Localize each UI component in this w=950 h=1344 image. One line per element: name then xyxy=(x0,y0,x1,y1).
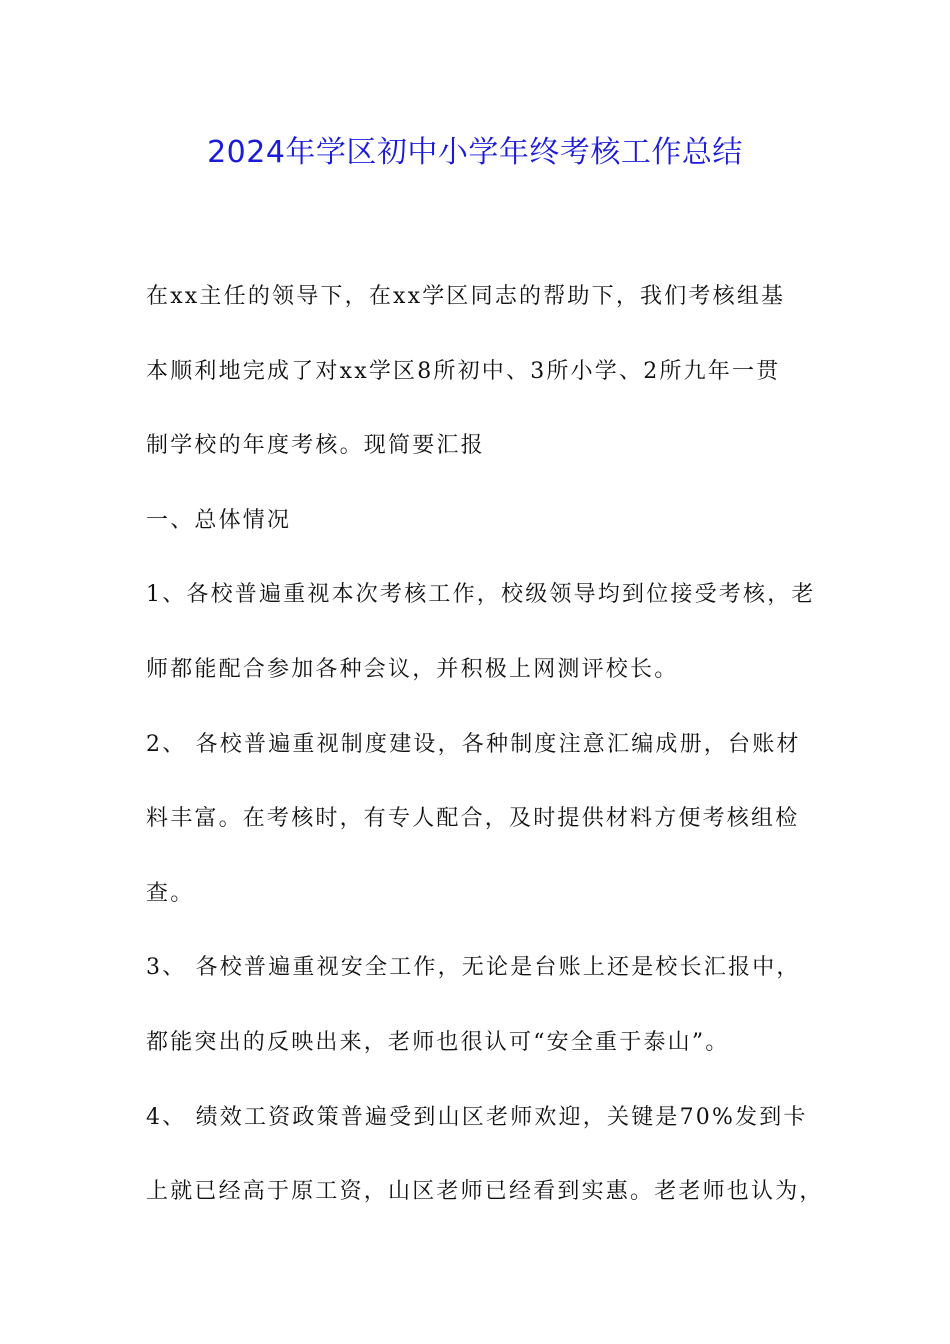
document-body xyxy=(146,260,824,1230)
paragraph-line: 上就已经高于原工资，山区老师已经看到实惠。老老师也认为， xyxy=(146,1179,824,1205)
paragraph-line: 1、各校普遍重视本次考核工作，校级领导均到位接受考核，老 xyxy=(146,582,816,608)
paragraph-line: 查。 xyxy=(146,880,195,906)
paragraph-line: 4、 绩效工资政策普遍受到山区老师欢迎，关键是70%发到卡 xyxy=(146,1104,808,1130)
paragraph-line: 本顺利地完成了对xx学区8所初中、3所小学、2所九年一贯 xyxy=(146,358,781,384)
paragraph-line: 在xx主任的领导下，在xx学区同志的帮助下，我们考核组基 xyxy=(146,284,786,309)
paragraph-line: 都能突出的反映出来，老师也很认可“安全重于泰山”。 xyxy=(146,1029,730,1055)
paragraph-line: 3、 各校普遍重视安全工作，无论是台账上还是校长汇报中， xyxy=(146,955,801,981)
paragraph-line: 2、 各校普遍重视制度建设，各种制度注意汇编成册，台账材 xyxy=(146,731,801,757)
section-heading: 一、总体情况 xyxy=(146,507,292,533)
paragraph-line: 制学校的年度考核。现简要汇报 xyxy=(146,433,485,459)
paragraph-line: 料丰富。在考核时，有专人配合，及时提供材料方便考核组检 xyxy=(146,806,800,832)
paragraph-line: 师都能配合参加各种会议，并积极上网测评校长。 xyxy=(146,656,679,682)
document-title: 2024年学区初中小学年终考核工作总结 xyxy=(207,135,743,170)
